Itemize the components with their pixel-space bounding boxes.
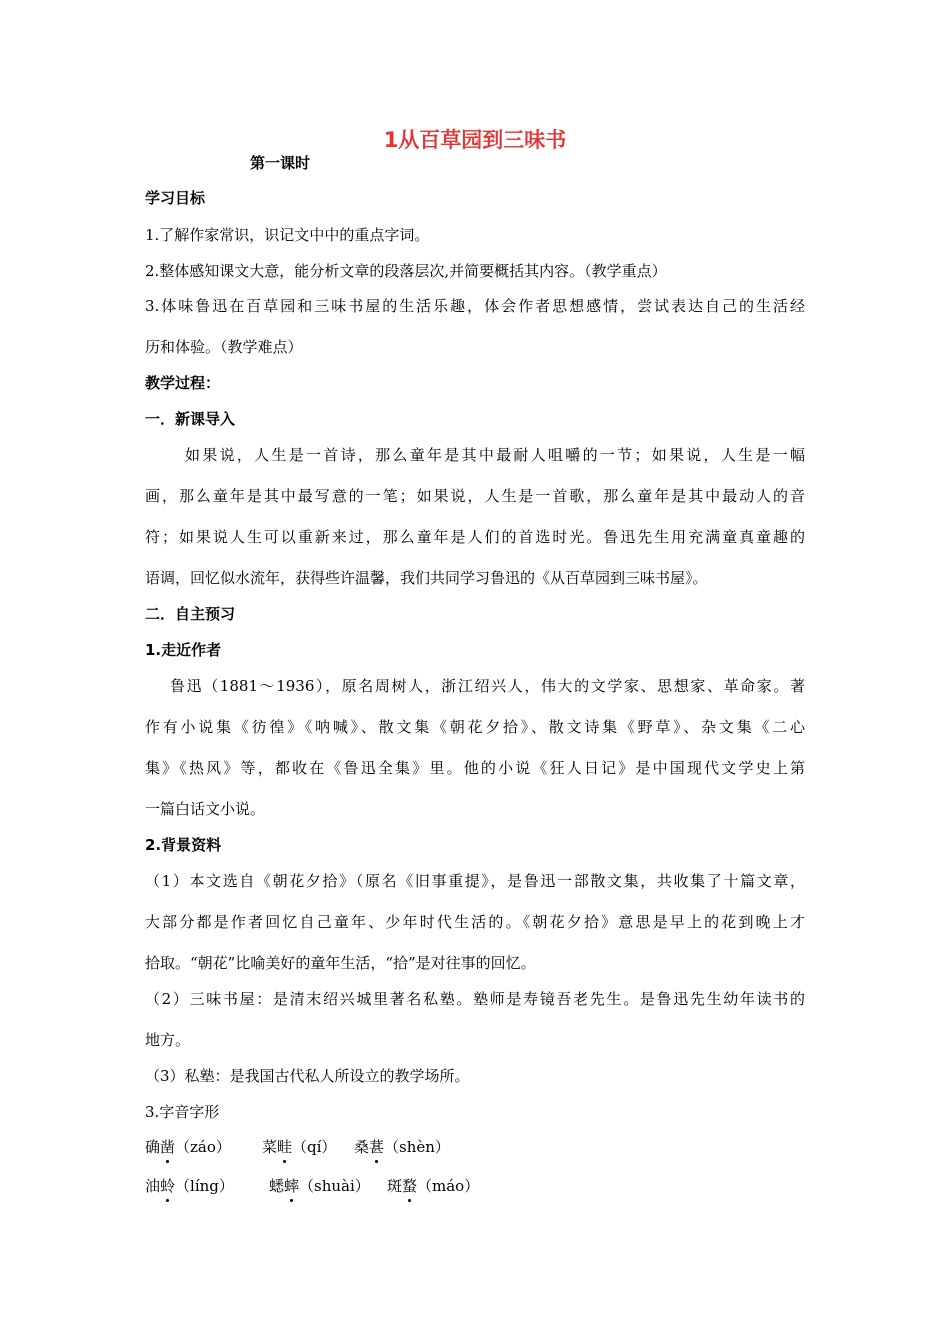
section1-heading: 一．新课导入 bbox=[145, 410, 236, 428]
vocab-word: 桑葚 bbox=[354, 1137, 384, 1157]
vocab-word: 蟋蟀 bbox=[269, 1176, 299, 1196]
author-heading: 1.走近作者 bbox=[145, 641, 222, 659]
vocab-pinyin: （qí） bbox=[292, 1138, 337, 1156]
author-line: 作有小说集《彷徨》《呐喊》、散文集《朝花夕拾》、散文诗集《野草》、杂文集《二心 bbox=[145, 718, 805, 736]
vocab-word: 菜畦 bbox=[262, 1137, 292, 1157]
vocab-pinyin: （líng） bbox=[175, 1177, 234, 1195]
vocab-word: 斑蝥 bbox=[387, 1176, 417, 1196]
vocab-pinyin: （shèn） bbox=[384, 1138, 450, 1156]
vocab-item bbox=[354, 1137, 450, 1157]
vocab-pinyin: （máo） bbox=[417, 1177, 480, 1195]
lesson-label: 第一课时 bbox=[250, 154, 311, 172]
section2-heading: 二．自主预习 bbox=[145, 605, 236, 623]
background-line: （3）私塾：是我国古代私人所设立的教学场所。 bbox=[145, 1067, 470, 1085]
background-line: （1）本文选自《朝花夕拾》（原名《旧事重提》，是鲁迅一部散文集，共收集了十篇文章， bbox=[145, 872, 805, 890]
page-title: 1从百草园到三味书 bbox=[383, 128, 567, 152]
vocab-item bbox=[145, 1137, 231, 1157]
vocab-word: 油蛉 bbox=[145, 1176, 175, 1196]
objective-item: 2.整体感知课文大意，能分析文章的段落层次,并简要概括其内容。（教学重点） bbox=[145, 262, 667, 280]
objective-item: 1.了解作家常识，识记文中中的重点字词。 bbox=[145, 226, 430, 244]
vocab-item bbox=[387, 1176, 479, 1196]
background-line: （2）三味书屋：是清末绍兴城里著名私塾。塾师是寿镜吾老先生。是鲁迅先生幼年读书的 bbox=[145, 990, 805, 1008]
author-line: 一篇白话文小说。 bbox=[145, 800, 266, 818]
background-line: 地方。 bbox=[145, 1031, 191, 1049]
vocab-pinyin: （shuài） bbox=[299, 1177, 370, 1195]
vocab-item bbox=[269, 1176, 370, 1196]
intro-line: 符；如果说人生可以重新来过，那么童年是人们的首选时光。鲁迅先生用充满童真童趣的 bbox=[145, 528, 805, 546]
vocab-word: 确凿 bbox=[145, 1137, 175, 1157]
author-line: 鲁迅（1881～1936），原名周树人，浙江绍兴人，伟大的文学家、思想家、革命家。著 bbox=[170, 677, 805, 695]
vocab-heading: 3.字音字形 bbox=[145, 1103, 220, 1121]
intro-line: 画，那么童年是其中最写意的一笔；如果说，人生是一首歌，那么童年是其中最动人的音 bbox=[145, 487, 805, 505]
process-heading: 教学过程： bbox=[145, 374, 221, 392]
vocab-item bbox=[262, 1137, 336, 1157]
intro-line: 语调，回忆似水流年，获得些许温馨，我们共同学习鲁迅的《从百草园到三味书屋》。 bbox=[145, 569, 708, 587]
background-line: 拾取。“朝花”比喻美好的童年生活，“拾”是对往事的回忆。 bbox=[145, 954, 536, 972]
vocab-item bbox=[145, 1176, 234, 1196]
intro-line: 如果说，人生是一首诗，那么童年是其中最耐人咀嚼的一节；如果说，人生是一幅 bbox=[185, 446, 805, 464]
author-line: 集》《热风》等，都收在《鲁迅全集》里。他的小说《狂人日记》是中国现代文学史上第 bbox=[145, 759, 805, 777]
objective-item: 3.体味鲁迅在百草园和三味书屋的生活乐趣，体会作者思想感情，尝试表达自己的生活经 bbox=[145, 297, 805, 315]
background-line: 大部分都是作者回忆自己童年、少年时代生活的。《朝花夕拾》意思是早上的花到晚上才 bbox=[145, 913, 805, 931]
objective-item: 历和体验。（教学难点） bbox=[145, 338, 303, 356]
vocab-pinyin: （záo） bbox=[175, 1138, 231, 1156]
objectives-heading: 学习目标 bbox=[145, 189, 206, 207]
background-heading: 2.背景资料 bbox=[145, 836, 222, 854]
